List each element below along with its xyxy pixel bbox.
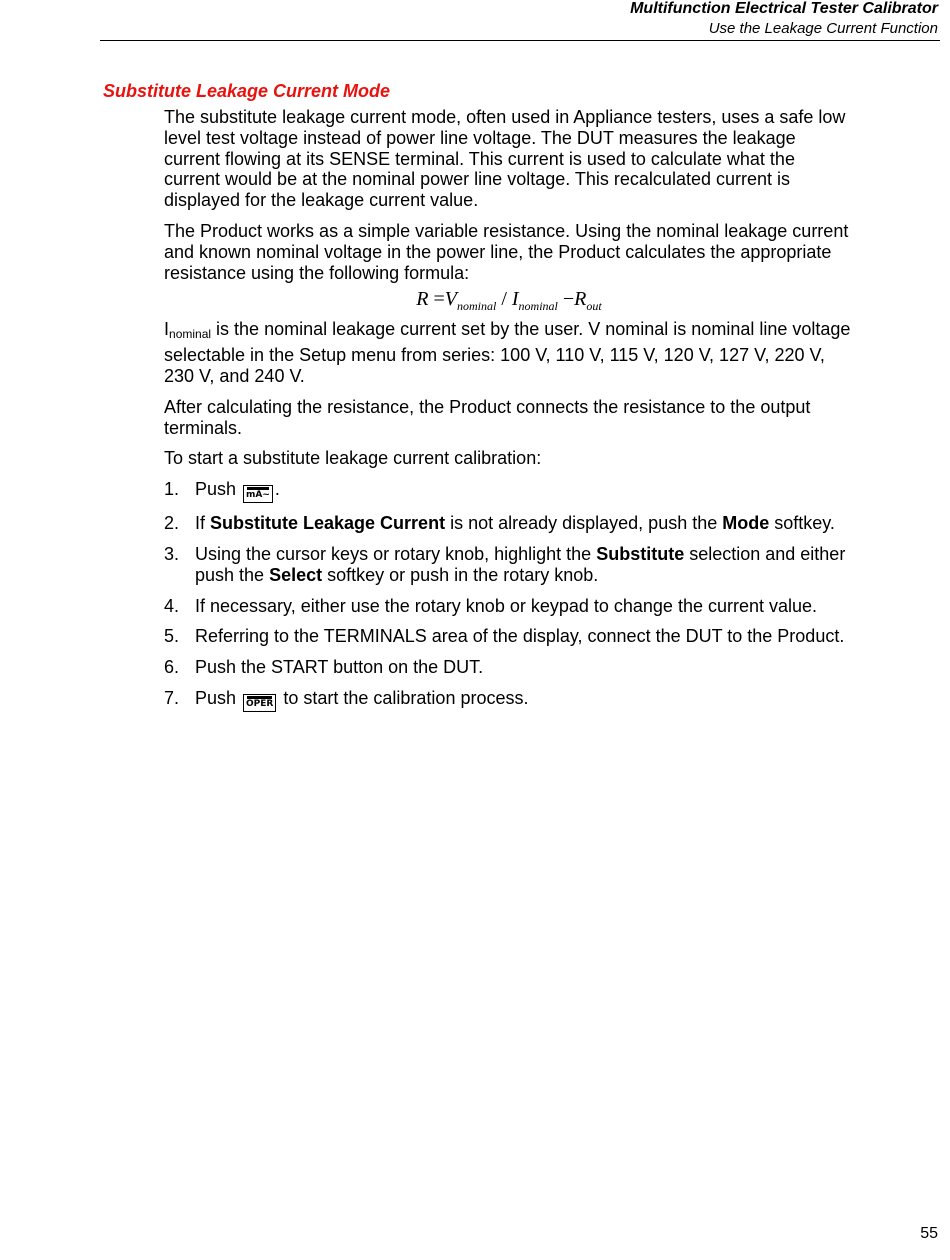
paragraph-after-calc: After calculating the resistance, the Product connects the resistance to the output terminals. — [164, 396, 811, 438]
step-4: 4. If necessary, either use the rotary knob or keypad to change the current value. — [164, 595, 818, 616]
running-header-title: Multifunction Electrical Tester Calibrator — [630, 0, 938, 17]
step-1: 1. Push mA~ . — [164, 479, 854, 503]
paragraph-intro: The substitute leakage current mode, often used in Appliance testers, uses a safe low level test voltage instead of power line voltage. The DUT measures the leakage current flowing at its SENSE terminal. This current is used to calculate what the current would be at the nominal power line voltage. This recalculated current is displayed for the leakage current value. — [164, 107, 846, 211]
page-number: 55 — [920, 1225, 938, 1242]
step-5: 5. Referring to the TERMINALS area of the display, connect the DUT to the Product. — [164, 626, 845, 647]
paragraph-resistance: The Product works as a simple variable resistance. Using the nominal leakage current and known nominal voltage in the power line, the Product calculates the appropriate resistance using the following formula: — [164, 220, 849, 283]
step-2: 2. If Substitute Leakage Current is not already displayed, push the Mode softkey. — [164, 513, 835, 534]
step-3: 3. Using the cursor keys or rotary knob, highlight the Substitute selection and either push the Select softkey or push in the rotary knob. — [164, 543, 846, 585]
section-title: Substitute Leakage Current Mode — [103, 81, 391, 101]
paragraph-nominal-definition: Inominal is the nominal leakage current set by the user. V nominal is nominal line voltage selectable in the Setup menu from series: 100 V, 110 V, 115 V, 120 V, 127 V, 220 V, 230 V, and 240 V. — [164, 319, 851, 386]
running-header-subtitle: Use the Leakage Current Function — [708, 20, 938, 37]
resistance-formula: $R =V_{nominal} / I_{nominal} -R_{out}$ — [416, 288, 602, 314]
oper-key-icon: OPER — [243, 694, 276, 712]
paragraph-steps-intro: To start a substitute leakage current calibration: — [164, 448, 542, 469]
section-body — [164, 107, 854, 722]
procedure-steps — [164, 479, 854, 712]
ma-ac-key-icon: mA~ — [243, 485, 273, 503]
header-rule — [100, 40, 940, 41]
step-7: 7. Push OPER to start the calibration process. — [164, 688, 854, 712]
step-6: 6. Push the START button on the DUT. — [164, 657, 484, 678]
